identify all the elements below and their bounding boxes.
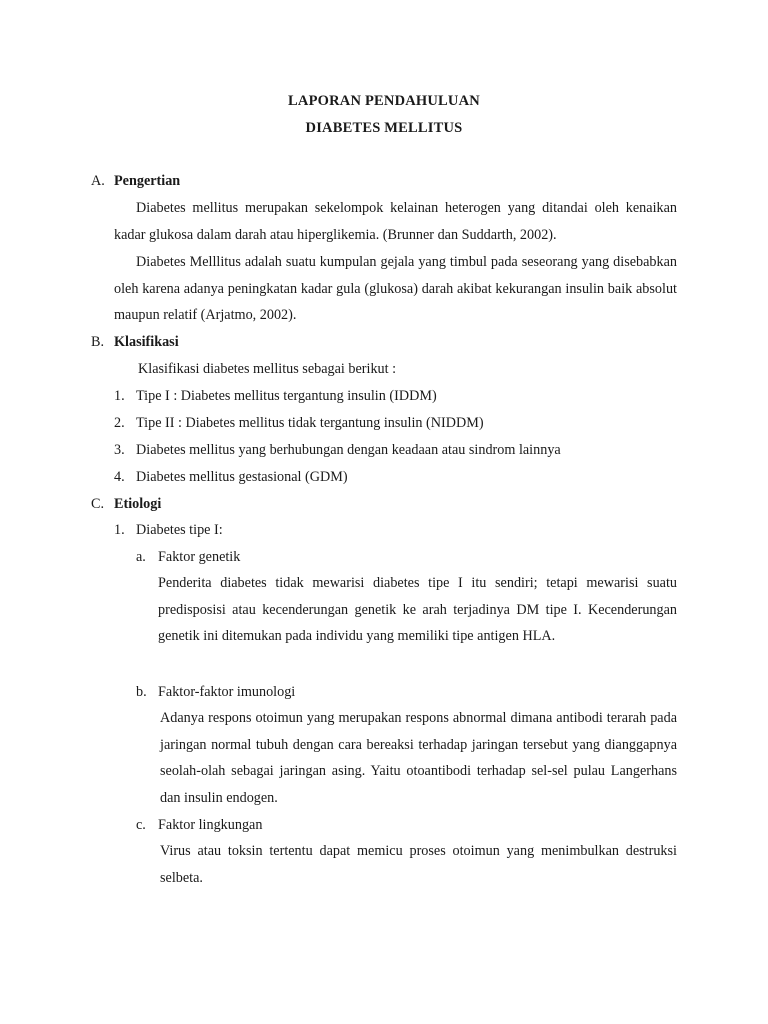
sub-item-body: Virus atau toksin tertentu dapat memicu proses otoimun yang menimbulkan destruksi selbeta. xyxy=(160,843,677,886)
list-item-number: 1. xyxy=(114,388,125,404)
sub-item-title: Faktor lingkungan xyxy=(158,817,263,833)
list-item-text: Tipe I : Diabetes mellitus tergantung insulin (IDDM) xyxy=(136,388,437,404)
section-b-heading: Klasifikasi xyxy=(114,334,179,350)
section-c-heading: Etiologi xyxy=(114,496,162,512)
list-item-number: 2. xyxy=(114,415,125,431)
document-title-line1: LAPORAN PENDAHULUAN xyxy=(288,93,480,109)
section-a-paragraph-1: Diabetes mellitus merupakan sekelompok kelainan heterogen yang ditandai oleh kenaikan kadar glukosa dalam darah atau hiperglikemia. (Brunner dan Suddarth, 2002). xyxy=(114,200,677,243)
list-item-number: 4. xyxy=(114,469,125,485)
document-title-line2: DIABETES MELLITUS xyxy=(305,120,463,136)
sub-item-body: Penderita diabetes tidak mewarisi diabetes tipe I itu sendiri; tetapi mewarisi suatu predisposisi atau kecenderungan genetik ke arah terjadinya DM tipe I. Kecenderungan genetik ini ditemukan pada individu yang memiliki tipe antigen HLA. xyxy=(158,575,677,644)
section-b-intro: Klasifikasi diabetes mellitus sebagai berikut : xyxy=(138,361,397,377)
section-b-letter: B. xyxy=(91,334,105,350)
sub-item-title: Faktor genetik xyxy=(158,549,241,565)
sub-item-letter: a. xyxy=(136,549,146,565)
list-item-number: 3. xyxy=(114,442,125,458)
section-a-heading: Pengertian xyxy=(114,173,181,189)
sub-item-letter: c. xyxy=(136,817,146,833)
sub-item-title: Faktor-faktor imunologi xyxy=(158,684,296,700)
list-item-number: 1. xyxy=(114,522,125,538)
section-a-paragraph-2: Diabetes Melllitus adalah suatu kumpulan gejala yang timbul pada seseorang yang disebabkan oleh karena adanya peningkatan kadar gula (glukosa) darah akibat kekurangan insulin baik absolut maupun relatif (Arjatmo, 2002). xyxy=(114,254,677,323)
sub-item-body: Adanya respons otoimun yang merupakan respons abnormal dimana antibodi terarah pada jaringan normal tubuh dengan cara bereaksi terhadap jaringan tersebut yang dianggapnya seolah-olah sebagai jaringan asing. Yaitu otoantibodi terhadap sel-sel pulau Langerhans dan insulin endogen. xyxy=(160,710,677,806)
section-a-letter: A. xyxy=(91,173,105,189)
list-item-text: Diabetes mellitus gestasional (GDM) xyxy=(136,469,348,485)
sub-item-letter: b. xyxy=(136,684,147,700)
list-item-text: Diabetes mellitus yang berhubungan dengan keadaan atau sindrom lainnya xyxy=(136,442,561,458)
list-item-text: Diabetes tipe I: xyxy=(136,522,223,538)
section-c-letter: C. xyxy=(91,496,105,512)
list-item-text: Tipe II : Diabetes mellitus tidak tergantung insulin (NIDDM) xyxy=(136,415,484,431)
